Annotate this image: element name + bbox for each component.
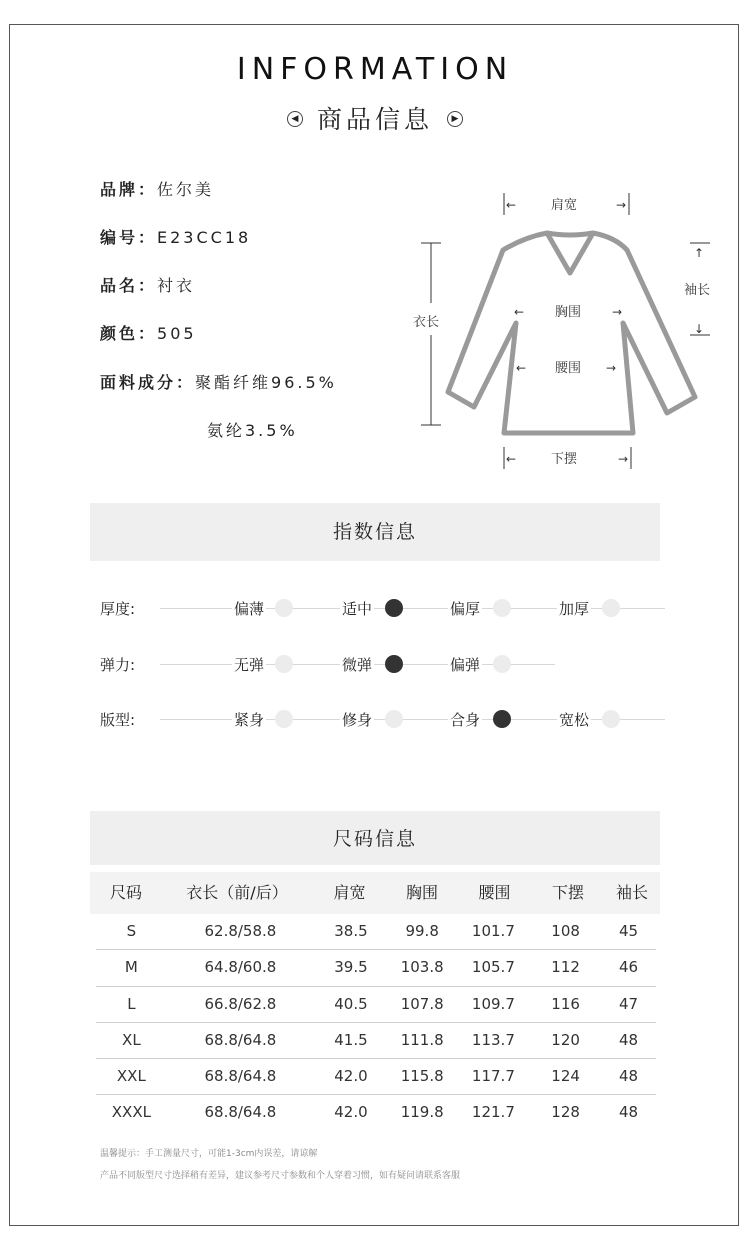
svg-text:→: → xyxy=(612,305,623,319)
info-color-value: 505 xyxy=(157,324,197,343)
table-cell: 62.8/58.8 xyxy=(204,922,277,940)
info-name-value: 衬衣 xyxy=(157,276,196,295)
info-fabric-value-1: 聚酯纤维96.5% xyxy=(195,373,337,392)
info-color xyxy=(100,321,197,344)
scale-option: 偏薄 xyxy=(234,600,265,618)
info-brand-label: 品牌： xyxy=(100,180,158,199)
scale-label-elasticity: 弹力: xyxy=(100,656,136,674)
left-arrow-icon: ◀ xyxy=(287,111,303,127)
size-header-cell: 尺码 xyxy=(109,883,142,902)
size-header-cell: 腰围 xyxy=(478,883,511,902)
info-code xyxy=(100,225,251,248)
svg-text:→: → xyxy=(616,198,627,212)
size-header-cell: 胸围 xyxy=(405,883,438,902)
table-row xyxy=(96,1095,656,1130)
scale-dot xyxy=(602,710,620,728)
table-cell: 48 xyxy=(618,1030,639,1049)
scale-dot xyxy=(275,710,293,728)
scale-option: 修身 xyxy=(342,711,373,729)
table-cell: 38.5 xyxy=(334,922,368,940)
table-cell: 101.7 xyxy=(471,922,515,940)
table-cell: 107.8 xyxy=(400,994,444,1013)
table-cell: 105.7 xyxy=(471,958,515,977)
info-fabric xyxy=(100,370,337,393)
info-code-label: 编号： xyxy=(100,228,158,247)
table-cell: XXXL xyxy=(111,1103,151,1122)
size-table xyxy=(90,872,660,1131)
title-english: INFORMATION xyxy=(236,52,514,87)
table-cell: 68.8/64.8 xyxy=(204,1067,277,1086)
scale-dot xyxy=(602,599,620,617)
table-cell: 68.8/64.8 xyxy=(204,1030,277,1049)
table-cell: 112 xyxy=(551,958,580,977)
size-header-cell: 衣长（前/后） xyxy=(186,883,288,902)
table-row xyxy=(96,950,656,986)
note-line-1: 温馨提示：手工测量尺寸，可能1-3cm内误差，请谅解 xyxy=(100,1149,318,1159)
table-cell: 66.8/62.8 xyxy=(204,994,277,1013)
table-cell: L xyxy=(127,994,136,1013)
label-hem: 下摆 xyxy=(551,452,578,467)
table-cell: M xyxy=(124,958,138,977)
info-code-value: E23CC18 xyxy=(157,228,252,247)
table-cell: 120 xyxy=(551,1030,580,1049)
scale-label-fit: 版型: xyxy=(100,711,136,729)
scale-option: 合身 xyxy=(450,711,481,729)
svg-text:←: ← xyxy=(514,305,525,319)
size-table-header xyxy=(90,872,660,914)
table-row xyxy=(96,1059,656,1095)
table-cell: 68.8/64.8 xyxy=(204,1103,277,1122)
scale-option: 适中 xyxy=(342,600,373,618)
scale-option: 微弹 xyxy=(342,656,373,674)
scale-dot-selected xyxy=(385,655,403,673)
table-cell: 46 xyxy=(618,958,639,977)
table-cell: 119.8 xyxy=(400,1103,444,1122)
scale-dot xyxy=(275,655,293,673)
title-chinese-text: 商品信息 xyxy=(316,105,433,134)
table-row xyxy=(96,914,656,950)
info-color-label: 颜色： xyxy=(100,324,158,343)
info-fabric-value-2: 氨纶3.5% xyxy=(207,421,298,440)
label-waist: 腰围 xyxy=(555,361,582,376)
scale-dot-selected xyxy=(385,599,403,617)
size-section-title: 尺码信息 xyxy=(90,811,660,865)
table-cell: 116 xyxy=(551,994,580,1013)
size-header-cell: 下摆 xyxy=(551,883,584,902)
size-header-cell: 袖长 xyxy=(615,883,648,902)
scale-option: 加厚 xyxy=(559,600,590,618)
scale-dot xyxy=(385,710,403,728)
table-cell: 64.8/60.8 xyxy=(204,958,277,977)
scale-row-elasticity xyxy=(100,654,665,674)
table-cell: 40.5 xyxy=(334,994,368,1013)
table-cell: 117.7 xyxy=(471,1067,515,1086)
svg-text:↓: ↓ xyxy=(694,322,705,336)
right-arrow-icon: ▶ xyxy=(447,111,463,127)
garment-collar xyxy=(547,233,593,235)
title-chinese xyxy=(0,100,750,136)
info-name xyxy=(100,273,195,296)
table-cell: 39.5 xyxy=(334,958,368,977)
scale-option: 偏厚 xyxy=(450,600,481,618)
label-shoulder: 肩宽 xyxy=(551,198,578,213)
info-brand xyxy=(100,177,214,200)
garment-diagram xyxy=(400,185,740,475)
scale-row-fit xyxy=(100,709,665,729)
table-cell: 121.7 xyxy=(471,1103,515,1122)
info-name-label: 品名： xyxy=(100,276,158,295)
note-line-2: 产品不同版型尺寸选择稍有差异，建议参考尺寸参数和个人穿着习惯，如有疑问请联系客服 xyxy=(100,1171,461,1181)
table-cell: XXL xyxy=(116,1067,146,1086)
table-row xyxy=(96,1023,656,1059)
table-cell: 109.7 xyxy=(471,994,515,1013)
index-section-title: 指数信息 xyxy=(90,503,660,561)
table-cell: 103.8 xyxy=(400,958,444,977)
table-cell: 48 xyxy=(618,1067,639,1086)
svg-text:→: → xyxy=(618,452,629,466)
size-header-cell: 肩宽 xyxy=(333,883,366,902)
garment-outline xyxy=(448,233,695,433)
scale-dot xyxy=(275,599,293,617)
svg-text:←: ← xyxy=(506,198,517,212)
svg-text:←: ← xyxy=(516,361,527,375)
table-cell: 42.0 xyxy=(334,1067,368,1086)
table-cell: 111.8 xyxy=(400,1030,444,1049)
scale-option: 无弹 xyxy=(234,656,265,674)
table-cell: 99.8 xyxy=(405,922,439,940)
scale-row-thickness xyxy=(100,598,665,618)
table-cell: 47 xyxy=(618,994,639,1013)
table-cell: 42.0 xyxy=(334,1103,368,1122)
table-cell: 108 xyxy=(551,922,580,940)
scale-option: 紧身 xyxy=(234,711,265,729)
scale-dot xyxy=(493,599,511,617)
info-fabric-label: 面料成分： xyxy=(100,373,196,392)
label-sleeve: 袖长 xyxy=(684,283,711,298)
svg-text:↑: ↑ xyxy=(694,246,705,260)
scale-label-thickness: 厚度: xyxy=(100,600,136,618)
scale-dot-selected xyxy=(493,710,511,728)
scale-option: 偏弹 xyxy=(450,656,481,674)
table-cell: S xyxy=(126,922,137,940)
label-chest: 胸围 xyxy=(555,305,582,320)
table-cell: 115.8 xyxy=(400,1067,444,1086)
table-cell: 113.7 xyxy=(471,1030,515,1049)
table-cell: 48 xyxy=(618,1103,639,1122)
table-cell: 41.5 xyxy=(334,1030,368,1049)
table-cell: 124 xyxy=(551,1067,580,1086)
table-cell: 128 xyxy=(551,1103,580,1122)
info-brand-value: 佐尔美 xyxy=(157,180,215,199)
table-cell: 45 xyxy=(618,922,639,940)
scale-dot xyxy=(493,655,511,673)
svg-text:←: ← xyxy=(506,452,517,466)
svg-text:→: → xyxy=(606,361,617,375)
scale-option: 宽松 xyxy=(559,711,590,729)
table-row xyxy=(96,987,656,1023)
table-cell: XL xyxy=(122,1030,141,1049)
label-length: 衣长 xyxy=(413,315,440,330)
